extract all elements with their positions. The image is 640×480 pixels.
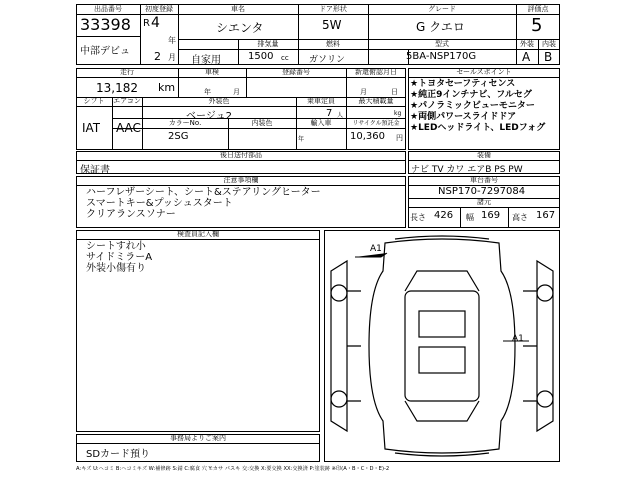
chassis-label: 車台番号 <box>470 176 498 184</box>
note-line: クリアランスソナー <box>86 209 176 220</box>
capacity-label: 乗車定員 <box>307 97 335 105</box>
equipment-label: 装備 <box>477 151 491 159</box>
dims-label: 諸元 <box>477 198 491 206</box>
sales-points-label: セールスポイント <box>456 68 512 76</box>
color-number: 2SG <box>168 131 189 142</box>
car-diagram <box>325 231 559 461</box>
inspection-line: サイドミラーA <box>86 252 153 263</box>
length: 426 <box>434 210 454 221</box>
score-label: 評価点 <box>527 5 549 13</box>
color-label: 外装色 <box>208 97 230 105</box>
damage-legend: A:キズ U:ヘコミ B:ヘコミキズ W:補修跡 S:錆 C:腐食 穴 Y:カサ パスキ 交:交換 X:要交換 XX:交換済 P:塗装跡 ※印(A・B・C・D・E)-2 <box>76 466 390 472</box>
width: 169 <box>481 210 501 221</box>
recycle-unit: 円 <box>396 134 403 142</box>
office-value: SDカード預り <box>86 449 151 460</box>
ac-label: エアコン <box>113 97 141 105</box>
recycle-fee: 10,360 <box>350 131 385 142</box>
recall-day-unit: 日 <box>391 88 398 96</box>
insp-year-unit: 年 <box>204 88 211 96</box>
office-label: 事務局よりご案内 <box>170 434 226 442</box>
height-label: 高さ <box>512 213 528 222</box>
reg-month: 2 <box>154 50 161 63</box>
import-label: 輸入車 <box>310 119 332 127</box>
load-label: 最大積載量 <box>358 97 394 105</box>
damage-mark-side: A1 <box>512 334 524 344</box>
color: ベージュ2 <box>186 111 232 122</box>
first-reg-label: 初度登録 <box>145 5 173 13</box>
grade: G クエロ <box>416 20 465 34</box>
auction-sheet <box>76 4 560 474</box>
chassis-number: NSP170-7297084 <box>438 186 526 197</box>
insp-month-unit: 月 <box>233 88 240 96</box>
inspection-line: シートすれ小 <box>86 241 146 252</box>
note-line: ハーフレザーシート、シート&ステアリングヒーター <box>86 187 321 198</box>
ac: AAC <box>116 121 141 135</box>
score: 5 <box>531 15 543 36</box>
sales-point-item: ★トヨタセーフティセンス <box>410 79 516 89</box>
sales-point-item: ★パノラミックビューモニター <box>410 101 535 111</box>
shift-label: シフト <box>83 97 105 105</box>
recall-month-unit: 月 <box>360 88 367 96</box>
model-code: 5BA-NSP170G <box>406 51 477 62</box>
doors: 5W <box>322 18 342 32</box>
inspection-label: 検査員記入欄 <box>177 230 219 238</box>
doors-label: ドア形状 <box>319 5 347 13</box>
mileage-label: 走行 <box>120 68 134 76</box>
load-unit: kg <box>394 110 402 117</box>
mileage: 13,182 <box>96 81 138 95</box>
int-grade: B <box>544 50 553 64</box>
car-diagram-box <box>324 230 560 462</box>
mileage-unit: km <box>158 81 176 94</box>
fuel: ガソリン <box>309 55 346 65</box>
intcolor-label: 内装色 <box>251 119 273 127</box>
damage-mark-front: A1 <box>370 244 382 254</box>
import-year-unit: 年 <box>298 136 305 143</box>
name-label: 車名 <box>231 5 245 13</box>
int-label: 内装 <box>542 40 556 48</box>
grade-label: グレード <box>428 5 456 13</box>
notes-list <box>86 187 321 220</box>
lot-number: 33398 <box>80 15 131 34</box>
model-label: 型式 <box>435 40 449 48</box>
displacement: 1500 <box>248 51 274 62</box>
note-line: スマートキー&プッシュスタート <box>86 198 233 209</box>
recall-label: 新還俯認月日 <box>355 68 397 76</box>
inspection-line: 外装小傷有り <box>86 263 146 274</box>
venue: 中部デビュ <box>80 46 130 57</box>
disp-label: 排気量 <box>257 40 279 48</box>
use: 自家用 <box>191 55 221 66</box>
shift: IAT <box>82 121 101 135</box>
capacity: 7 <box>326 108 333 119</box>
car-name: シエンタ <box>216 21 264 35</box>
width-label: 幅 <box>466 213 474 222</box>
month-unit: 月 <box>168 53 176 62</box>
aftermarket-label: 後日送付部品 <box>220 151 262 159</box>
ext-label: 外装 <box>520 40 534 48</box>
colorno-label: カラーNo. <box>168 119 202 127</box>
sales-point-item: ★LEDヘッドライト、LEDフォグ <box>410 123 546 133</box>
sales-point-item: ★両側パワースライドドア <box>410 112 517 122</box>
height: 167 <box>536 210 556 221</box>
ext-grade: A <box>522 50 531 64</box>
length-label: 長さ <box>410 213 426 222</box>
recycle-label: リサイクル預託金 <box>352 120 400 127</box>
era: R <box>143 18 150 29</box>
sales-point-item: ★純正9インチナビ、フルセグ <box>410 90 532 100</box>
regno-label: 登録番号 <box>282 68 310 76</box>
aftermarket-value: 保証書 <box>80 165 110 176</box>
capacity-unit: 人 <box>337 112 344 119</box>
reg-year: 4 <box>151 15 160 31</box>
year-unit: 年 <box>168 36 176 45</box>
sales-points-list <box>410 79 545 134</box>
notes-label: 注意事項欄 <box>223 176 259 184</box>
equipment-value: ナビ TV カワ エアB PS PW <box>411 165 523 175</box>
disp-unit: cc <box>281 54 289 62</box>
fuel-label: 燃料 <box>326 40 340 48</box>
inspection-label: 車検 <box>205 68 219 76</box>
lot-label: 出品番号 <box>94 5 122 13</box>
inspection-list <box>86 241 152 274</box>
